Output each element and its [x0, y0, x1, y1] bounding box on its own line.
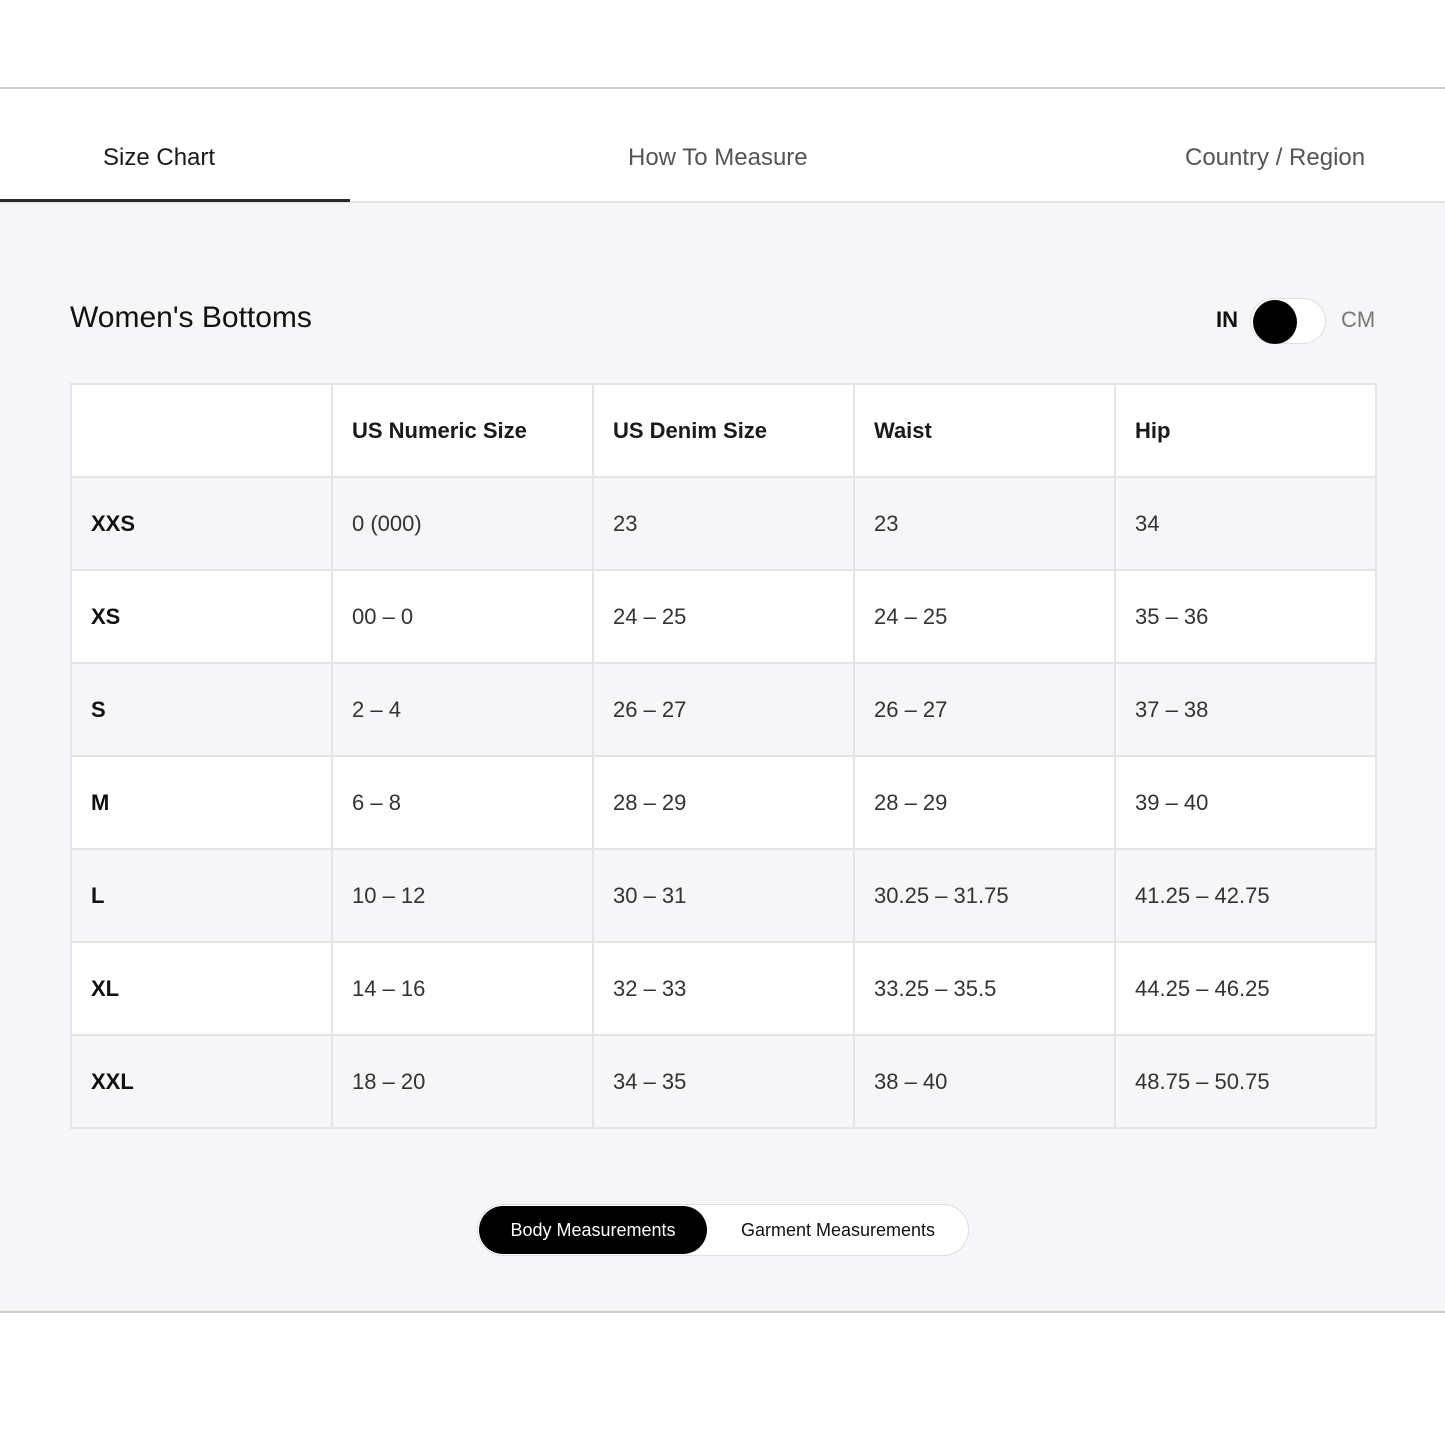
- us-denim-cell: 24 – 25: [593, 570, 854, 663]
- size-label: XXL: [71, 1035, 332, 1128]
- header-waist: Waist: [854, 384, 1115, 477]
- table-row: [71, 1035, 1376, 1128]
- hip-cell: 44.25 – 46.25: [1115, 942, 1376, 1035]
- tab-country-region[interactable]: Country / Region: [1185, 144, 1366, 171]
- us-denim-cell: 32 – 33: [593, 942, 854, 1035]
- us-denim-cell: 23: [593, 477, 854, 570]
- unit-switch[interactable]: [1250, 298, 1326, 344]
- size-label: XS: [71, 570, 332, 663]
- table-row: [71, 477, 1376, 570]
- size-table: [70, 383, 1377, 1129]
- hip-cell: 34: [1115, 477, 1376, 570]
- waist-cell: 23: [854, 477, 1115, 570]
- us-numeric-cell: 00 – 0: [332, 570, 593, 663]
- us-denim-cell: 26 – 27: [593, 663, 854, 756]
- us-numeric-cell: 14 – 16: [332, 942, 593, 1035]
- active-tab-indicator: [0, 199, 350, 202]
- size-label: L: [71, 849, 332, 942]
- table-header-row: [71, 384, 1376, 477]
- us-denim-cell: 30 – 31: [593, 849, 854, 942]
- hip-cell: 41.25 – 42.75: [1115, 849, 1376, 942]
- waist-cell: 33.25 – 35.5: [854, 942, 1115, 1035]
- tab-bar: [0, 89, 1445, 201]
- header-us-numeric-size: US Numeric Size: [332, 384, 593, 477]
- waist-cell: 28 – 29: [854, 756, 1115, 849]
- waist-cell: 24 – 25: [854, 570, 1115, 663]
- hip-cell: 48.75 – 50.75: [1115, 1035, 1376, 1128]
- body-measurements-button[interactable]: Body Measurements: [479, 1206, 707, 1254]
- unit-toggle: [1200, 296, 1400, 346]
- tab-how-to-measure[interactable]: How To Measure: [628, 144, 808, 171]
- waist-cell: 30.25 – 31.75: [854, 849, 1115, 942]
- us-denim-cell: 34 – 35: [593, 1035, 854, 1128]
- hip-cell: 37 – 38: [1115, 663, 1376, 756]
- section-title: Women's Bottoms: [70, 301, 312, 334]
- us-numeric-cell: 6 – 8: [332, 756, 593, 849]
- unit-cm-label[interactable]: CM: [1341, 307, 1376, 332]
- garment-measurements-button[interactable]: Garment Measurements: [740, 1220, 936, 1240]
- us-numeric-cell: 10 – 12: [332, 849, 593, 942]
- waist-cell: 38 – 40: [854, 1035, 1115, 1128]
- hip-cell: 39 – 40: [1115, 756, 1376, 849]
- waist-cell: 26 – 27: [854, 663, 1115, 756]
- us-denim-cell: 28 – 29: [593, 756, 854, 849]
- hip-cell: 35 – 36: [1115, 570, 1376, 663]
- us-numeric-cell: 2 – 4: [332, 663, 593, 756]
- tab-size-chart[interactable]: Size Chart: [103, 144, 216, 171]
- table-row: [71, 570, 1376, 663]
- header-us-denim-size: US Denim Size: [593, 384, 854, 477]
- bottom-divider: [0, 1311, 1445, 1313]
- switch-knob: [1253, 300, 1297, 344]
- header-hip: Hip: [1115, 384, 1376, 477]
- size-label: S: [71, 663, 332, 756]
- table-row: [71, 663, 1376, 756]
- us-numeric-cell: 0 (000): [332, 477, 593, 570]
- table-row: [71, 942, 1376, 1035]
- unit-in-label[interactable]: IN: [1216, 307, 1238, 332]
- table-row: [71, 756, 1376, 849]
- table-row: [71, 849, 1376, 942]
- size-label: M: [71, 756, 332, 849]
- measurement-toggle: [477, 1204, 969, 1256]
- header-size: [71, 384, 332, 477]
- size-label: XXS: [71, 477, 332, 570]
- size-label: XL: [71, 942, 332, 1035]
- us-numeric-cell: 18 – 20: [332, 1035, 593, 1128]
